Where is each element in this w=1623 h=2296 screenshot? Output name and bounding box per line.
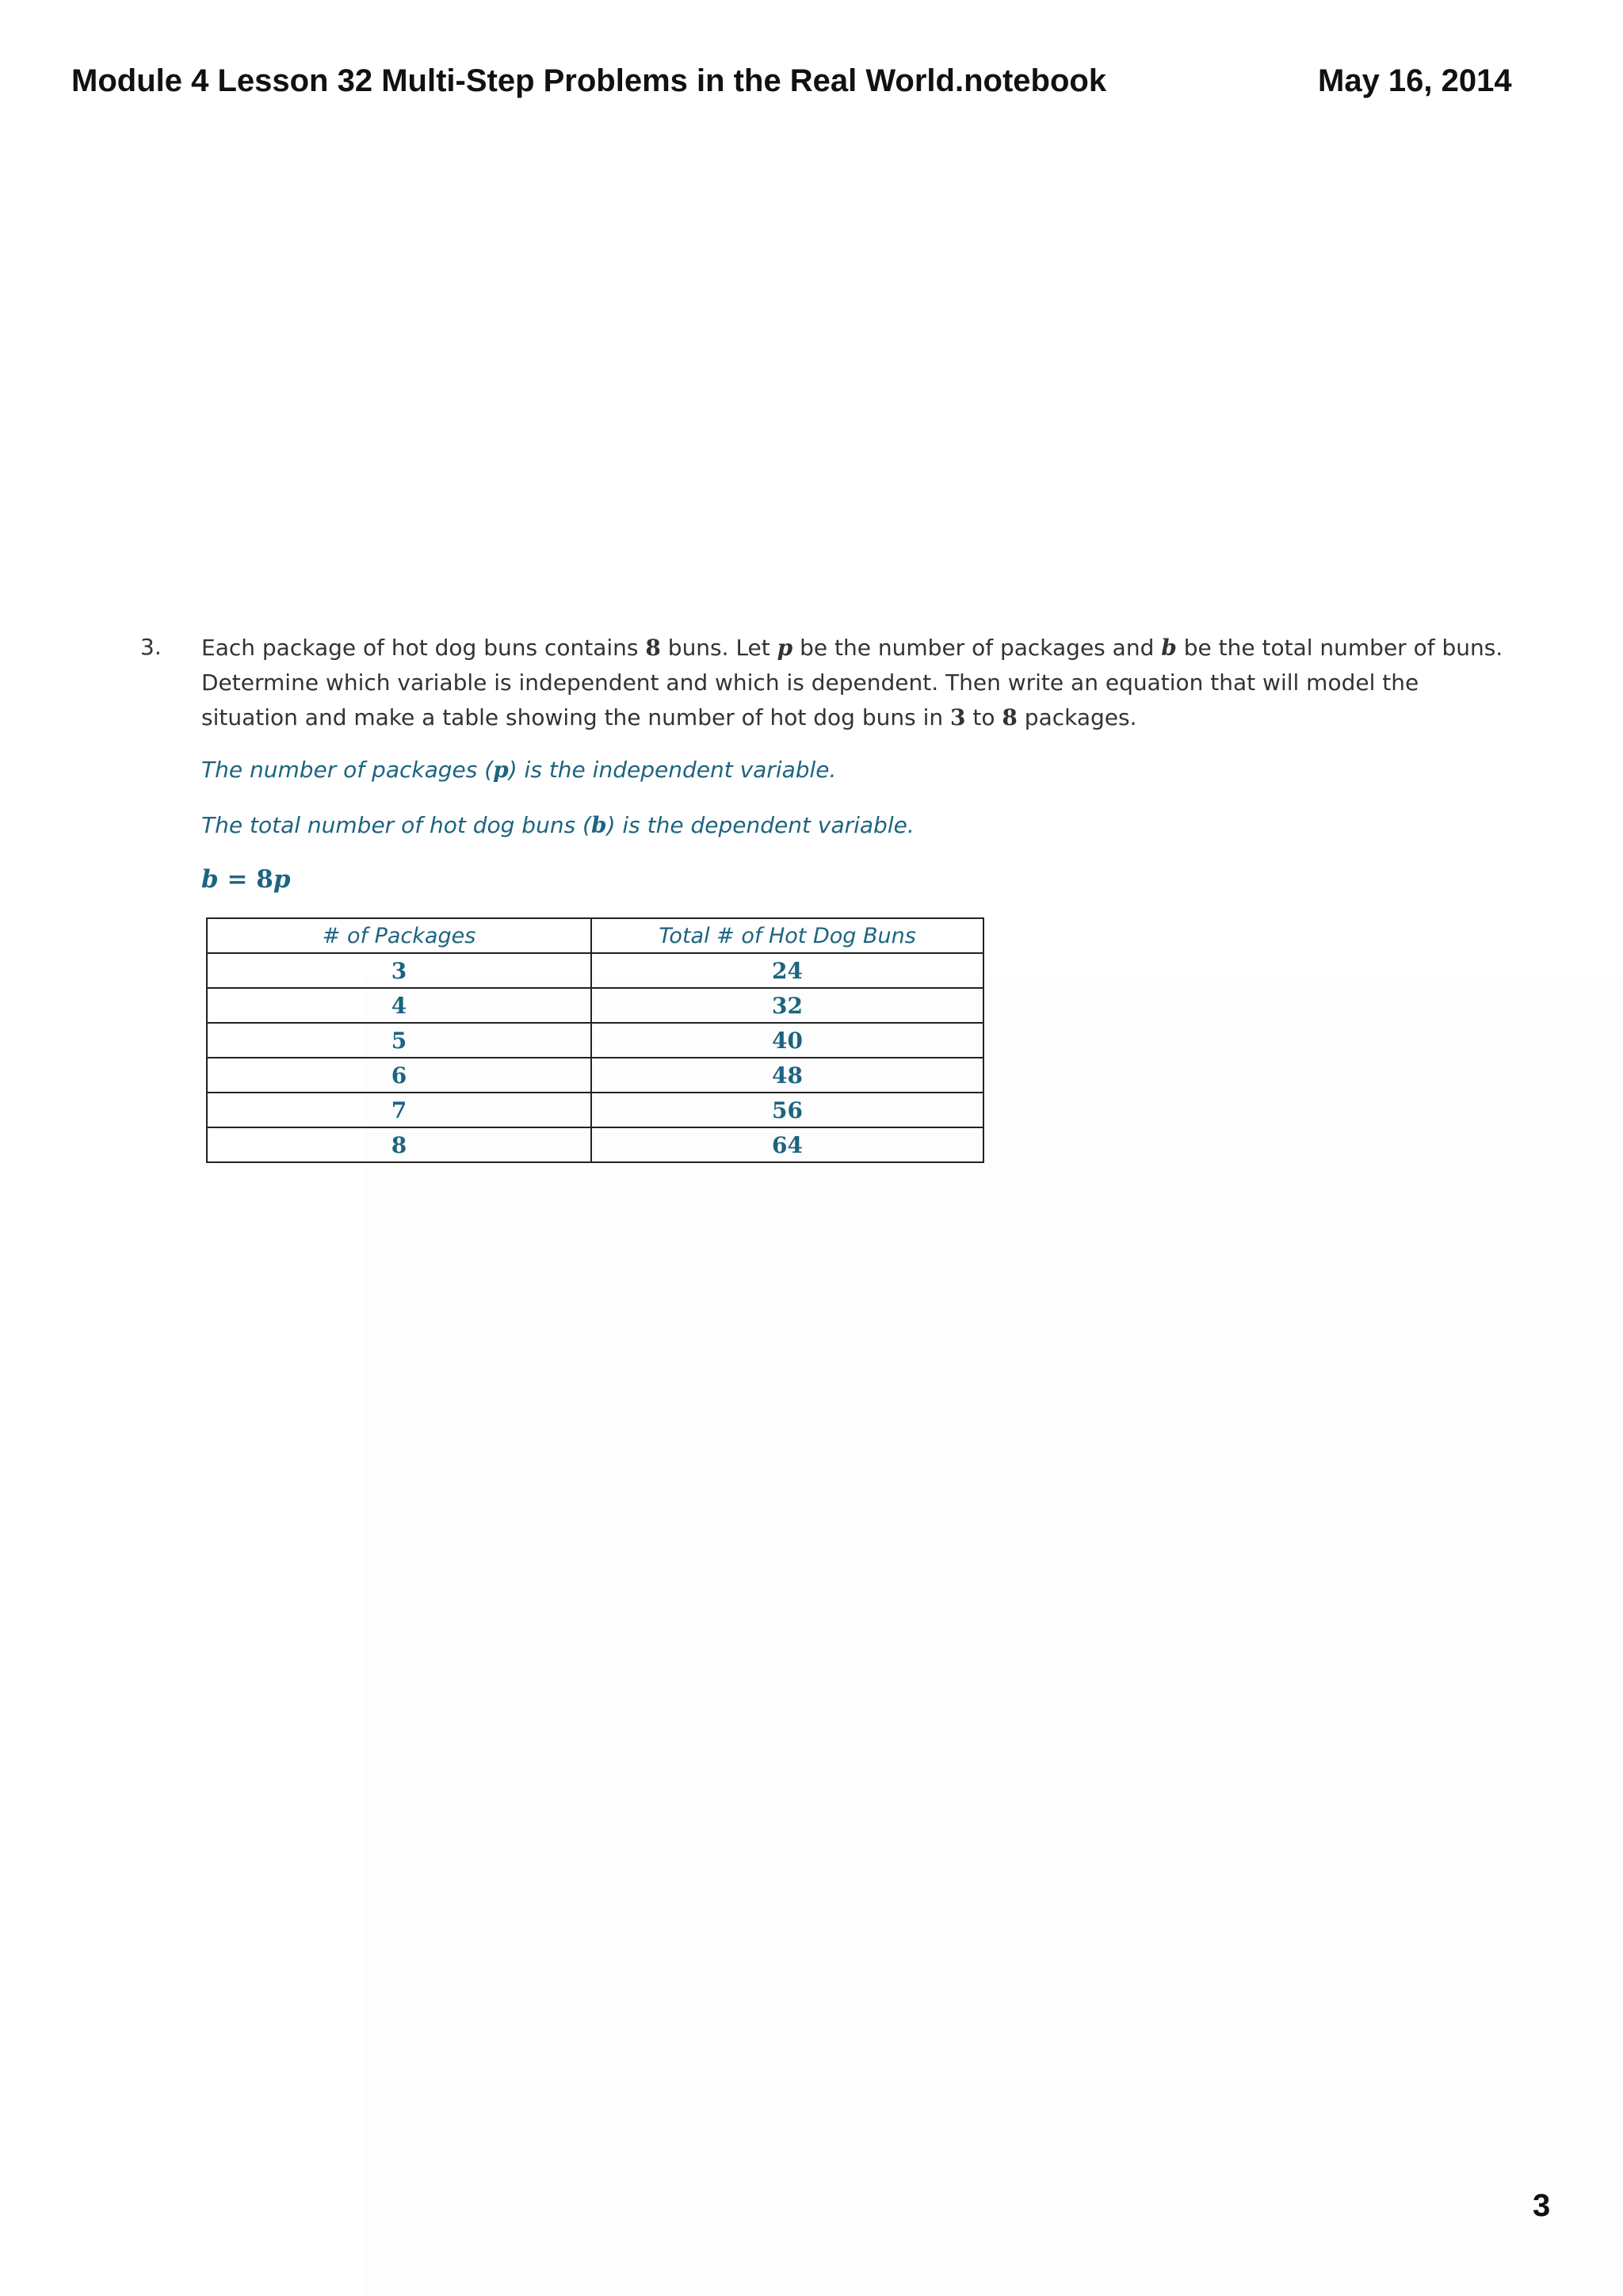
problem-line-3 <box>201 700 1517 735</box>
table-header-row <box>207 918 983 953</box>
answer-text-segment: The number of packages ( <box>201 757 494 783</box>
equation-lhs: b <box>201 865 219 894</box>
table-cell-buns: 24 <box>591 953 983 988</box>
table-cell-buns: 32 <box>591 988 983 1023</box>
page-background-shade <box>365 974 1623 2296</box>
notebook-date: May 16, 2014 <box>1318 63 1512 98</box>
problem-number: 3. <box>140 634 162 660</box>
answer-variable-b: b <box>590 812 607 838</box>
problem-statement <box>201 631 1517 735</box>
problem-text-segment: to <box>965 704 1002 730</box>
table-cell-packages: 5 <box>207 1023 591 1058</box>
answer-text-segment: The total number of hot dog buns ( <box>201 812 591 838</box>
problem-variable-b: b <box>1161 635 1177 661</box>
answer-text-segment: ) is the dependent variable. <box>606 812 915 838</box>
answer-variable-p: p <box>493 757 509 783</box>
answer-text-segment: ) is the independent variable. <box>508 757 837 783</box>
table-cell-packages: 4 <box>207 988 591 1023</box>
problem-number-value: 3 <box>950 704 966 730</box>
table-row <box>207 1127 983 1162</box>
answer-equation <box>201 865 291 894</box>
answer-dependent-variable <box>201 812 915 838</box>
table-row <box>207 1023 983 1058</box>
equation-rhs: p <box>273 865 291 894</box>
table-row <box>207 988 983 1023</box>
problem-text-segment: buns. Let <box>660 635 777 661</box>
problem-text-segment: Each package of hot dog buns contains <box>201 635 646 661</box>
table-cell-buns: 40 <box>591 1023 983 1058</box>
problem-variable-p: p <box>777 635 793 661</box>
table-cell-buns: 48 <box>591 1058 983 1093</box>
table-header-total-buns: Total # of Hot Dog Buns <box>591 918 983 953</box>
table-cell-buns: 56 <box>591 1093 983 1127</box>
problem-number-value: 8 <box>1002 704 1018 730</box>
table-header-packages: # of Packages <box>207 918 591 953</box>
table-row <box>207 1093 983 1127</box>
table-cell-buns: 64 <box>591 1127 983 1162</box>
problem-line-1 <box>201 631 1517 666</box>
table-row <box>207 953 983 988</box>
notebook-title: Module 4 Lesson 32 Multi-Step Problems in the Real World.notebook <box>71 63 1107 98</box>
problem-text-segment: be the number of packages and <box>792 635 1162 661</box>
table-cell-packages: 7 <box>207 1093 591 1127</box>
equation-middle: = 8 <box>218 865 273 894</box>
packages-buns-table <box>206 917 984 1163</box>
problem-line-2: Determine which variable is independent and which is dependent. Then write an equation that will model the <box>201 669 1419 696</box>
problem-text-segment: situation and make a table showing the number of hot dog buns in <box>201 704 951 730</box>
answer-independent-variable <box>201 757 836 783</box>
table-row <box>207 1058 983 1093</box>
page-number: 3 <box>1533 2188 1551 2223</box>
problem-text-segment: be the total number of buns. <box>1176 635 1503 661</box>
table-cell-packages: 6 <box>207 1058 591 1093</box>
table-cell-packages: 8 <box>207 1127 591 1162</box>
table-cell-packages: 3 <box>207 953 591 988</box>
problem-text-segment: packages. <box>1017 704 1137 730</box>
problem-number-value: 8 <box>645 635 661 661</box>
